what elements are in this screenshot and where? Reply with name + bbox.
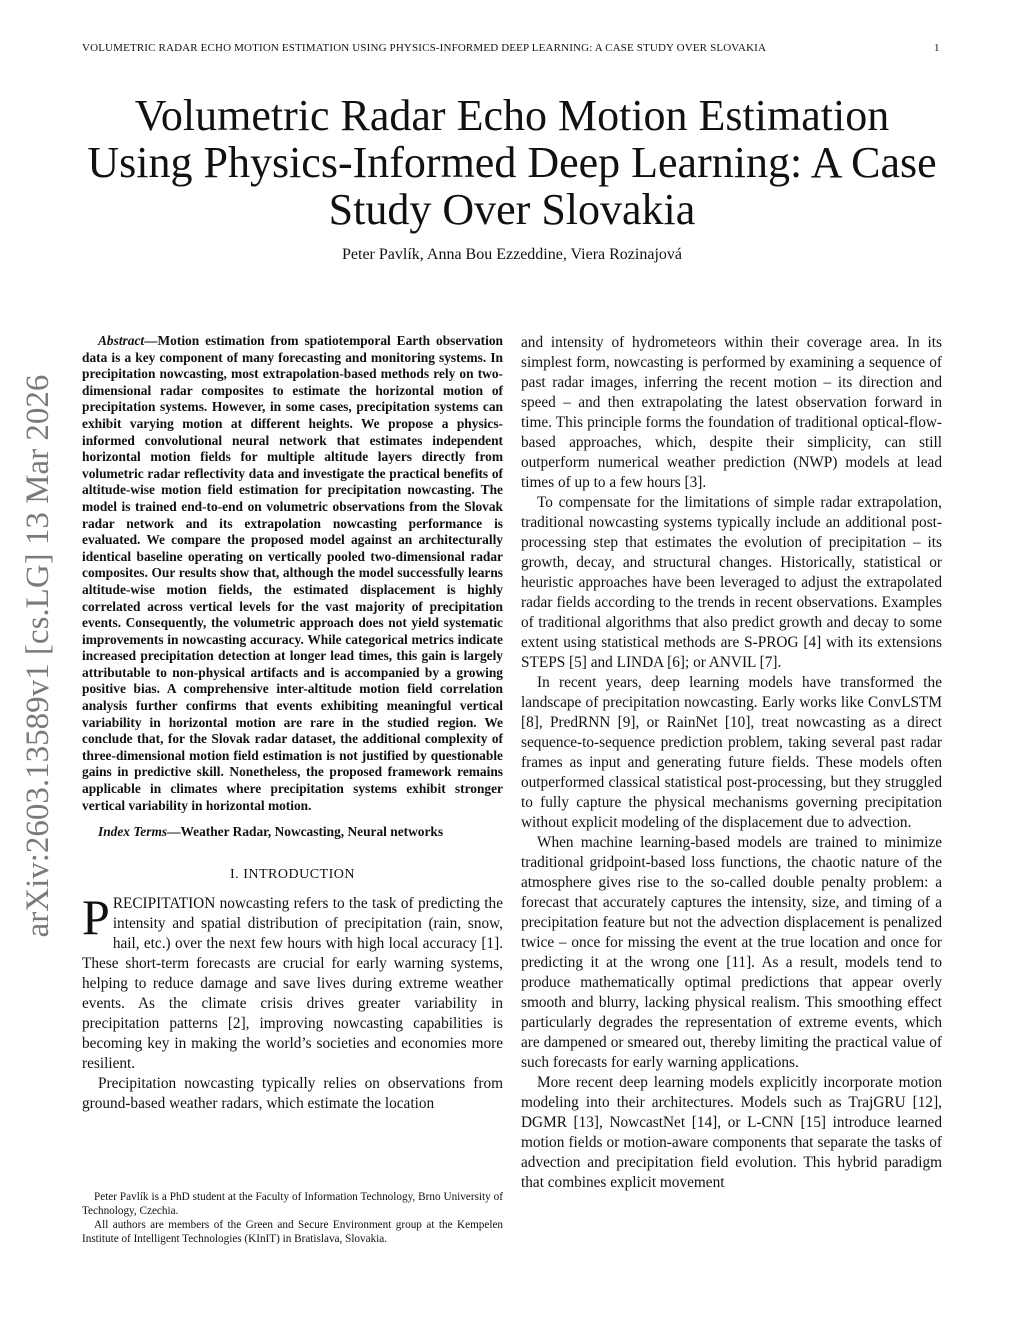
section-heading-introduction bbox=[82, 865, 503, 885]
arxiv-identifier[interactable]: arXiv:2603.13589v1 [cs.LG] 13 Mar 2026 bbox=[20, 374, 56, 938]
index-terms-label: Index Terms bbox=[98, 824, 168, 840]
section-title-rest: NTRODUCTION bbox=[248, 866, 355, 882]
intro-paragraph-2-continued: and intensity of hydrometeors within their coverage area. In its simplest form, nowcasting is performed by examining a sequence of past radar images, inferring the recent motion – its direction and speed – and then extrapolating the latest observation forward in time. This principle forms the foundation of traditional optical-flow-based approaches, which, despite their simplicity, can still outperform numerical weather prediction (NWP) models at lead times of up to a few hours [3]. bbox=[521, 334, 942, 491]
abstract-text: —Motion estimation from spatiotemporal Earth observation data is a key component of many forecasting and monitoring systems. In precipitation nowcasting, most extrapolation-based methods rely on two-dimensional radar composites to estimate the horizontal motion of precipitation systems. However, in some cases, precipitation systems can exhibit varying motion at different heights. We propose a physics-informed convolutional neural network that estimates independent horizontal motion fields for multiple altitude layers directly from volumetric radar reflectivity data and investigate the practical benefits of altitude-wise motion field estimation for precipitation nowcasting. The model is trained end-to-end on volumetric observations from the Slovak radar network and its extrapolation nowcasting performance is evaluated. We compare the proposed model against an architecturally identical baseline operating on vertically pooled two-dimensional radar composites. Our results show that, although the model successfully learns altitude-wise motion fields, the estimated displacement is highly correlated across vertical levels for the vast majority of precipitation events. Consequently, the volumetric approach does not yield systematic improvements in nowcasting accuracy. While categorical metrics indicate increased precipitation detection at longer lead times, this gain is largely attributable to non-physical artifacts and is accompanied by a growing positive bias. A comprehensive inter-altitude motion field correlation analysis further confirms that events exhibiting meaningful vertical variability in horizontal motion are rare in the studied region. We conclude that, for the Slovak radar dataset, the additional complexity of three-dimensional motion field estimation is not justified by questionable gains in predictive skill. Nonetheless, the proposed framework remains applicable in climates where precipitation systems exhibit stronger vertical variability in horizontal motion. bbox=[82, 333, 503, 813]
footnotes bbox=[82, 1190, 503, 1246]
left-column bbox=[82, 333, 503, 1114]
intro-paragraph-1-text: nowcasting refers to the task of predicting the intensity and spatial distribution of precipitation (rain, snow, hail, etc.) over the next few hours with high local accuracy [1]. These short-term forecasts are crucial for early warning systems, helping to reduce damage and save lives during extreme weather events. As the climate crisis drives greater variability in precipitation patterns [2], improving nowcasting capabilities is becoming key in making the world’s societies and economies more resilient. bbox=[82, 894, 503, 1072]
intro-lead-word: RECIPITATION bbox=[112, 894, 216, 912]
intro-paragraph-4: In recent years, deep learning models have transformed the landscape of precipitation nowcasting. Early works like ConvLSTM [8], PredRNN [9], or RainNet [10], treat nowcasting as a direct sequence-to-sequence prediction problem, taking several past radar frames as input and generating future fields. These models often outperformed classical statistical post-processing, but they struggled to fully capture the physical mechanisms governing precipitation without explicit modeling of the displacement due to advection. bbox=[521, 674, 942, 831]
index-terms bbox=[82, 824, 503, 841]
footnote-affiliation-2: All authors are members of the Green and Secure Environment group at the Kempelen Institute of Intelligent Technologies (KInIT) in Bratislava, Slovakia. bbox=[82, 1219, 503, 1245]
intro-paragraph-3: To compensate for the limitations of simple radar extrapolation, traditional nowcasting systems typically include an additional post-processing step that estimates the evolution of precipitation – its growth, decay, and structural changes. Historically, statistical or heuristic approaches have been leveraged to adjust the extrapolated radar fields according to the trends in recent observations. Examples of traditional algorithms that also predict growth and decay to some extent using statistical methods are S-PROG [4] with its extensions STEPS [5] and LINDA [6]; or ANVIL [7]. bbox=[521, 494, 942, 671]
intro-paragraph-5: When machine learning-based models are trained to minimize traditional gridpoint-based loss functions, the chaotic nature of the atmosphere gives rise to the so-called double penalty problem: a forecast that accurately captures the intensity, size, and timing of a precipitation feature but not the advection displacement is penalized twice – once for missing the event at the true location and once for predicting it at the wrong one [11]. As a result, models tend to produce mathematically optimal predictions that appear overly smooth and blurry, lacking physical realism. This smoothing effect particularly degrades the representation of extreme events, which are dampened or smeared out, thereby limiting the practical value of such forecasts for early warning applications. bbox=[521, 834, 942, 1071]
section-title-initial: I bbox=[243, 866, 249, 882]
paper-title: Volumetric Radar Echo Motion Estimation Using Physics-Informed Deep Learning: A Case Study Over Slovakia bbox=[87, 91, 937, 234]
right-column bbox=[521, 333, 942, 1193]
index-terms-text: —Weather Radar, Nowcasting, Neural networks bbox=[167, 824, 444, 840]
footnote-affiliation-1: Peter Pavlík is a PhD student at the Faculty of Information Technology, Brno University of Technology, Czechia. bbox=[82, 1191, 503, 1217]
drop-cap: P bbox=[82, 888, 110, 945]
intro-paragraph-1 bbox=[82, 888, 503, 1074]
running-head: VOLUMETRIC RADAR ECHO MOTION ESTIMATION USING PHYSICS-INFORMED DEEP LEARNING: A CASE STUDY OVER SLOVAKIA bbox=[82, 42, 767, 54]
page-number: 1 bbox=[934, 42, 940, 54]
author-list: Peter Pavlík, Anna Bou Ezzeddine, Viera Rozinajová bbox=[342, 246, 682, 263]
intro-paragraph-2: Precipitation nowcasting typically relies on observations from ground-based weather radars, which estimate the location bbox=[82, 1074, 503, 1112]
section-number: I. bbox=[230, 866, 240, 882]
abstract bbox=[82, 333, 503, 814]
intro-paragraph-6: More recent deep learning models explicitly incorporate motion modeling into their architectures. Models such as TrajGRU [12], DGMR [13], NowcastNet [14], or L-CNN [15] introduce learned motion fields or motion-aware components that separate the tasks of advection and precipitation field evolution. This hybrid paradigm that combines explicit movement bbox=[521, 1074, 942, 1191]
abstract-label: Abstract bbox=[98, 333, 145, 348]
